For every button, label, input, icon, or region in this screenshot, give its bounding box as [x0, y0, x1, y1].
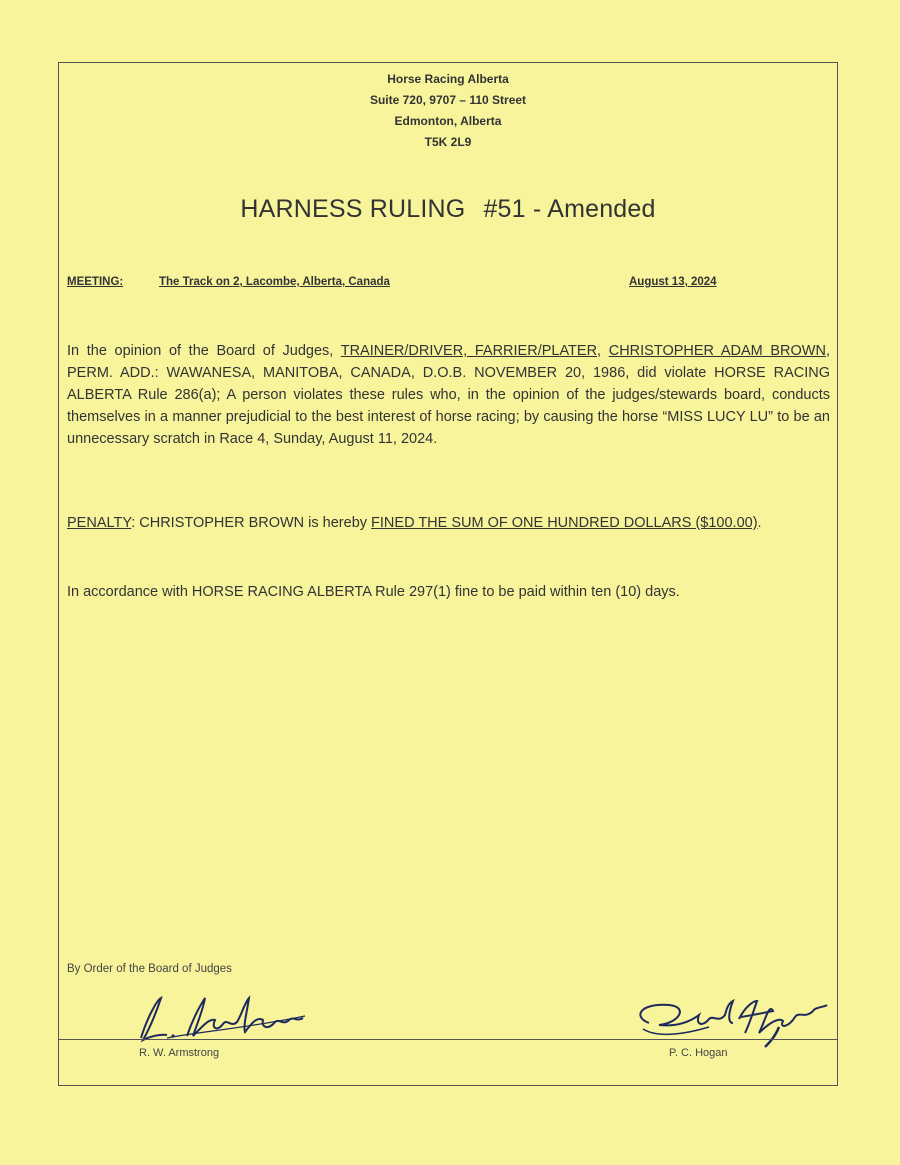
signer-name-hogan: P. C. Hogan: [669, 1047, 728, 1059]
penalty-paragraph: [67, 512, 830, 534]
ruling-paragraph: [67, 340, 830, 450]
letterhead: [59, 69, 837, 153]
meeting-date: August 13, 2024: [629, 276, 717, 288]
signer-name-armstrong: R. W. Armstrong: [139, 1047, 220, 1059]
signature-hogan: [629, 993, 829, 1053]
licensee-name: CHRISTOPHER ADAM BROWN: [608, 343, 826, 359]
org-name: Horse Racing Alberta: [387, 72, 509, 86]
org-postal: T5K 2L9: [424, 135, 472, 149]
penalty-label: PENALTY: [67, 515, 132, 531]
penalty-end: .: [757, 515, 762, 531]
paragraph-rest: , PERM. ADD.: WAWANESA, MANITOBA, CANADA, D.O.B. NOVEMBER 20, 1986, did violate HORSE RACING ALBERTA Rule 286(a); A person violates these rules who, in the opinion of the judges/stewards board, conducts themselves in a manner prejudicial to the best interest of horse racing; by causing the horse “MISS LUCY LU” to be an unnecessary scratch in Race 4, Sunday, August 11, 2024.: [67, 343, 830, 447]
penalty-colon: :: [131, 515, 140, 531]
penalty-fine: FINED THE SUM OF ONE HUNDRED DOLLARS ($100.00): [371, 515, 758, 531]
by-order-text: By Order of the Board of Judges: [67, 963, 232, 975]
ruling-title: [59, 195, 837, 224]
signature-line: [59, 1039, 837, 1040]
ruling-number: #51 - Amended: [483, 195, 656, 223]
meeting-label: MEETING:: [67, 276, 124, 288]
payment-paragraph: In accordance with HORSE RACING ALBERTA Rule 297(1) fine to be paid within ten (10) days.: [67, 584, 680, 600]
paragraph-lead: In the opinion of the Board of Judges,: [67, 343, 341, 359]
licensee-roles: TRAINER/DRIVER, FARRIER/PLATER,: [340, 343, 602, 359]
ruling-title-main: HARNESS RULING: [240, 195, 466, 223]
penalty-text: CHRISTOPHER BROWN is hereby: [139, 515, 372, 531]
org-address: Suite 720, 9707 – 110 Street: [369, 93, 527, 107]
meeting-track: The Track on 2, Lacombe, Alberta, Canada: [159, 276, 390, 288]
document-frame: [58, 62, 838, 1086]
org-city: Edmonton, Alberta: [394, 114, 502, 128]
